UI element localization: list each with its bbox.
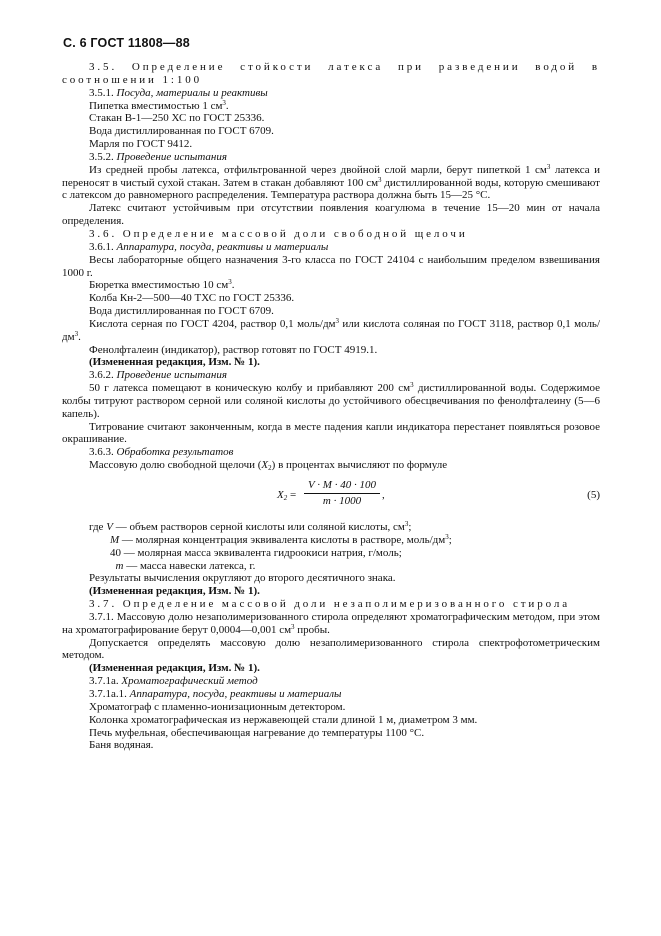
- equip-water-bath: Баня водяная.: [89, 739, 154, 752]
- procedure-3-5-2: Из средней пробы латекса, отфильтрованной через двойной слой марли, берут пипеткой 1 $см^3$ латекса и переносят в чистый сухой стакан. Затем в стакан добавляют 100 $см^3$ дистиллированной воды, которую смешивают с латексом до равномерного распределения. Температура раствора должна быть 15—25 °С.: [62, 162, 600, 202]
- item-water-2: Вода дистиллированная по ГОСТ 6709.: [89, 305, 274, 318]
- section-3-6-title: 3.6. Определение массовой доли свободной щелочи: [89, 227, 468, 240]
- formula-comma: ,: [382, 489, 385, 501]
- amendment-note-3: (Измененная редакция, Изм. № 1).: [89, 662, 260, 675]
- equip-furnace: Печь муфельная, обеспечивающая нагревание до температуры 1100 °С.: [89, 726, 425, 739]
- item-gauze: Марля по ГОСТ 9412.: [89, 138, 193, 151]
- formula-lhs: $X_2$ =: [277, 489, 297, 502]
- titration-end: Титрование считают законченным, когда в месте падения капли индикатора перестанет появляться розовое окрашивание.: [62, 420, 600, 446]
- subsection-3-7-1a-1: 3.7.1а.1. Аппаратура, посуда, реактивы и материалы: [89, 687, 342, 700]
- procedure-3-6-2: 50 г латекса помещают в коническую колбу и прибавляют 200 $см^3$ дистиллированной воды. Содержимое колбы титруют раствором серной или соляной кислоты до устойчивого обесцвечивания по фенолфталеину (5—6 капель).: [62, 381, 600, 420]
- spectro-note: Допускается определять массовую долю незаполимеризованного стирола спектрофотометрическим методом.: [62, 636, 600, 662]
- equip-column: Колонка хроматографическая из нержавеющей стали длиной 1 м, диаметром 3 мм.: [89, 713, 478, 726]
- rounding-note: Результаты вычисления округляют до второго десятичного знака.: [89, 572, 396, 585]
- subsection-3-7-1a: 3.7.1а. Хроматографический метод: [89, 675, 258, 688]
- formula-fraction: [304, 479, 380, 508]
- item-phenolphthalein: Фенолфталеин (индикатор), раствор готовят по ГОСТ 4919.1.: [89, 343, 378, 356]
- item-burette: Бюретка вместимостью 10 $см^3$.: [89, 278, 235, 292]
- formula-number: (5): [587, 489, 600, 501]
- amendment-note: (Измененная редакция, Изм. № 1).: [89, 356, 260, 369]
- equip-chromatograph: Хроматограф с пламенно-ионизационным детектором.: [89, 700, 346, 713]
- page-header: С. 6 ГОСТ 11808—88: [63, 36, 190, 50]
- subsection-3-6-2: 3.6.2. Проведение испытания: [89, 369, 227, 382]
- formula-5: [62, 475, 600, 515]
- var-40: 40 — молярная масса эквивалента гидроокиси натрия, г/моль;: [110, 546, 402, 559]
- item-flask: Колба Кн-2—500—40 ТХС по ГОСТ 25336.: [89, 292, 295, 305]
- item-beaker: Стакан В-1—250 ХС по ГОСТ 25336.: [89, 112, 265, 125]
- stability-criterion: Латекс считают устойчивым при отсутствии появления коагулюма в течение 15—20 мин от начала определения.: [62, 202, 600, 228]
- document-body: [62, 61, 600, 752]
- subsection-3-5-2: 3.5.2. Проведение испытания: [89, 150, 227, 163]
- subsection-3-6-1: 3.6.1. Аппаратура, посуда, реактивы и материалы: [89, 240, 329, 253]
- section-3-7-title: 3.7. Определение массовой доли незаполимеризованного стирола: [89, 598, 571, 611]
- subsection-3-5-1: 3.5.1. Посуда, материалы и реактивы: [89, 86, 268, 99]
- formula-numerator: V · M · 40 · 100: [304, 479, 380, 494]
- item-acid: Кислота серная по ГОСТ 4204, раствор 0,1 моль/$дм^3$ или кислота соляная по ГОСТ 3118, раствор 0,1 моль/$дм^3$.: [62, 316, 601, 343]
- amendment-note-2: (Измененная редакция, Изм. № 1).: [89, 585, 260, 598]
- var-v: где V — объем растворов серной кислоты или соляной кислоты, $см^3$;: [89, 520, 412, 533]
- subsection-3-7-1: 3.7.1. Массовую долю незаполимеризованного стирола определяют хроматографическим методом, при этом на хроматографирование берут 0,0004—0,001 $см^3$ пробы.: [62, 610, 600, 636]
- calc-intro: Массовую долю свободной щелочи $(X_2)$ в процентах вычисляют по формуле: [89, 459, 448, 473]
- var-m-upper: M — молярная концентрация эквивалента кислоты в растворе, моль/$дм^3$;: [110, 532, 452, 546]
- item-scales: Весы лабораторные общего назначения 3-го класса по ГОСТ 24104 с наибольшим пределом взвешивания 1000 г.: [62, 253, 600, 279]
- item-water: Вода дистиллированная по ГОСТ 6709.: [89, 125, 274, 138]
- var-m-lower: m — масса навески латекса, г.: [115, 559, 256, 572]
- subsection-3-6-3: 3.6.3. Обработка результатов: [89, 446, 234, 459]
- section-3-5-title: 3.5. Определение стойкости латекса при разведении водой в соотношении 1:100: [62, 61, 600, 86]
- formula-denominator: m · 1000: [322, 494, 362, 507]
- item-pipette: Пипетка вместимостью 1 $см^3$.: [89, 98, 229, 112]
